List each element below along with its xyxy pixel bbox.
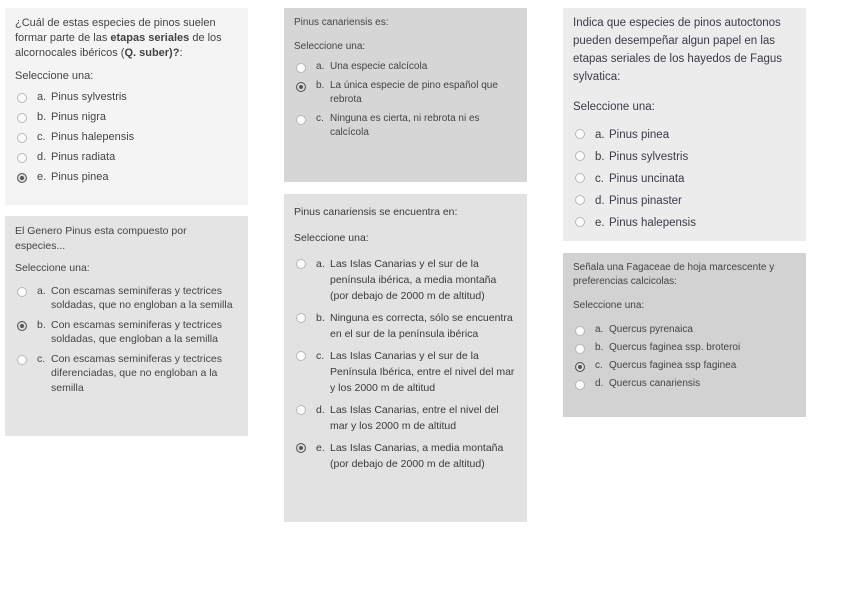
option-a[interactable]: a. Las Islas Canarias y el sur de la península ibérica, a media montaña (por debajo de 2000 m de altitud) (294, 256, 517, 304)
question-card-3 (284, 8, 527, 182)
select-prompt: Seleccione una: (15, 70, 94, 82)
option-a[interactable]: a. Pinus pinea (573, 126, 796, 144)
radio-button[interactable] (17, 113, 27, 123)
option-c[interactable]: c. Quercus faginea ssp faginea (573, 359, 796, 373)
option-b[interactable]: b. Pinus nigra (15, 110, 238, 125)
radio-button[interactable] (296, 115, 306, 125)
question-card-1 (5, 8, 248, 205)
question-card-4 (284, 194, 527, 522)
select-prompt: Seleccione una: (573, 300, 645, 311)
select-prompt: Seleccione una: (294, 41, 366, 52)
radio-button-selected[interactable] (296, 82, 306, 92)
question-text: ¿Cuál de estas especies de pinos suelen formar parte de las etapas seriales de los alcornocales ibéricos (Q. suber)?: (15, 17, 222, 59)
radio-button[interactable] (296, 351, 306, 361)
radio-button[interactable] (575, 151, 585, 161)
radio-button[interactable] (575, 217, 585, 227)
radio-button[interactable] (296, 63, 306, 73)
option-a[interactable]: a. Con escamas seminiferas y tectrices soldadas, que no engloban a la semilla (15, 284, 238, 313)
option-b[interactable]: b. Quercus faginea ssp. broteroi (573, 341, 796, 355)
option-c[interactable]: c. Pinus uncinata (573, 170, 796, 188)
question-text: El Genero Pinus esta compuesto por especies... (15, 225, 187, 252)
option-c[interactable]: c. Con escamas seminiferas y tectrices diferenciadas, que no engloban a la semilla (15, 352, 238, 396)
radio-button[interactable] (575, 326, 585, 336)
question-text: Pinus canariensis es: (294, 17, 389, 28)
question-text: Señala una Fagaceae de hoja marcescente y preferencias calcicolas: (573, 262, 775, 287)
question-card-5 (563, 8, 806, 241)
option-c[interactable]: c. Las Islas Canarias y el sur de la Península Ibérica, entre el nivel del mar y los 2000 m de altitud (294, 348, 517, 396)
radio-button-selected[interactable] (296, 443, 306, 453)
select-prompt: Seleccione una: (15, 262, 90, 274)
option-e[interactable]: e. Las Islas Canarias, a media montaña (por debajo de 2000 m de altitud) (294, 440, 517, 472)
option-d[interactable]: d. Pinus radiata (15, 150, 238, 165)
option-c[interactable]: c. Ninguna es cierta, ni rebrota ni es calcícola (294, 112, 517, 140)
option-e[interactable]: e. Pinus halepensis (573, 214, 796, 232)
select-prompt: Seleccione una: (573, 101, 655, 113)
radio-button[interactable] (575, 344, 585, 354)
question-card-6 (563, 253, 806, 417)
option-e[interactable]: e. Pinus pinea (15, 170, 238, 185)
option-c[interactable]: c. Pinus halepensis (15, 130, 238, 145)
radio-button-selected[interactable] (17, 173, 27, 183)
radio-button[interactable] (575, 380, 585, 390)
radio-button-selected[interactable] (575, 362, 585, 372)
option-b[interactable]: b. Ninguna es correcta, sólo se encuentra en el sur de la península ibérica (294, 310, 517, 342)
radio-button[interactable] (17, 93, 27, 103)
option-d[interactable]: d. Pinus pinaster (573, 192, 796, 210)
radio-button[interactable] (17, 287, 27, 297)
question-text: Indica que especies de pinos autoctonos pueden desempeñar algun papel en las etapas seriales de los hayedos de Fagus sylvatica: (573, 17, 783, 83)
select-prompt: Seleccione una: (294, 232, 369, 244)
option-b[interactable]: b. La única especie de pino español que rebrota (294, 79, 517, 107)
option-d[interactable]: d. Quercus canariensis (573, 377, 796, 391)
option-a[interactable]: a. Quercus pyrenaica (573, 323, 796, 337)
radio-button[interactable] (296, 313, 306, 323)
radio-button-selected[interactable] (17, 321, 27, 331)
radio-button[interactable] (17, 153, 27, 163)
radio-button[interactable] (575, 173, 585, 183)
radio-button[interactable] (17, 133, 27, 143)
question-text: Pinus canariensis se encuentra en: (294, 206, 458, 218)
option-d[interactable]: d. Las Islas Canarias, entre el nivel del mar y los 2000 m de altitud (294, 402, 517, 434)
option-b[interactable]: b. Con escamas seminiferas y tectrices soldadas, que engloban a la semilla (15, 318, 238, 347)
option-a[interactable]: a. Una especie calcícola (294, 60, 517, 74)
question-card-2 (5, 216, 248, 436)
radio-button[interactable] (575, 129, 585, 139)
radio-button[interactable] (575, 195, 585, 205)
option-b[interactable]: b. Pinus sylvestris (573, 148, 796, 166)
radio-button[interactable] (296, 405, 306, 415)
radio-button[interactable] (17, 355, 27, 365)
option-a[interactable]: a. Pinus sylvestris (15, 90, 238, 105)
radio-button[interactable] (296, 259, 306, 269)
